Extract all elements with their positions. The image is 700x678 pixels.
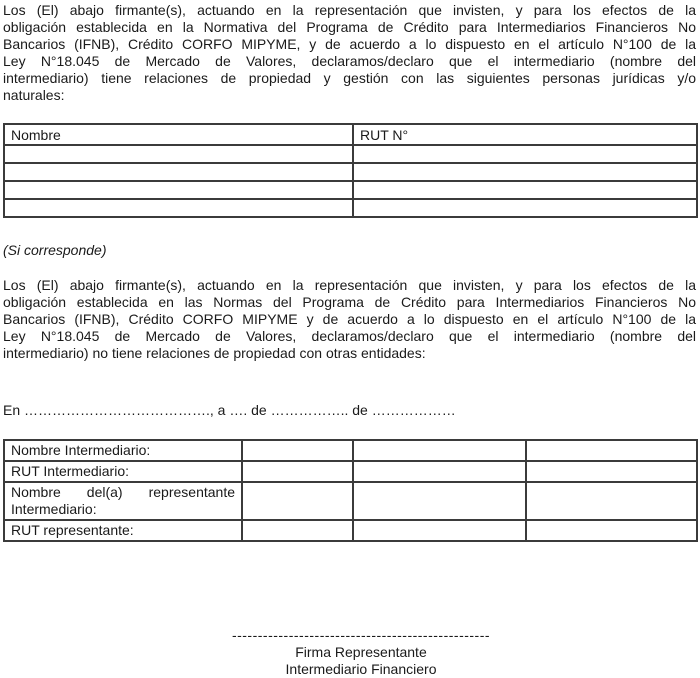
si-corresponde-note: (Si corresponde) [3,242,107,258]
paragraph-line: obligación establecida en la Normativa del Programa de Crédito para Intermediarios Financieros No [3,19,696,35]
paragraph-line: Los (El) abajo firmante(s), actuando en la representación que invisten, y para los efectos de la [3,277,696,293]
entity-rut-cell[interactable] [353,181,697,199]
entity-name-cell[interactable] [4,163,353,181]
value-cell[interactable] [526,440,697,461]
entity-rut-cell[interactable] [353,163,697,181]
entity-name-cell[interactable] [4,145,353,163]
paragraph-line: Bancarios (IFNB), Crédito CORFO MIPYME, y de acuerdo a lo dispuesto en el artículo N°100 de la [3,36,696,52]
paragraph-line: naturales: [3,87,65,103]
paragraph-line: intermediario) no tiene relaciones de propiedad con otras entidades: [3,345,426,361]
intermediary-details-table [3,439,698,542]
signature-role-line-2: Intermediario Financiero [285,661,437,677]
entity-rut-cell[interactable] [353,145,697,163]
value-cell[interactable] [353,520,526,541]
nombre-column-header: Nombre [4,124,353,145]
paragraph-line: Ley N°18.045 de Mercado de Valores, declaramos/declaro que el intermediario (nombre del [3,328,696,344]
entity-rut-cell[interactable] [353,199,697,217]
table-row [4,461,697,482]
row-label-nombre-intermediario: Nombre Intermediario: [4,440,242,461]
place-date-fill-line: En …………………………………., a …. de …………….. de ……………… [3,402,456,418]
value-cell[interactable] [353,482,526,520]
paragraph-line: intermediario) tiene relaciones de propiedad y gestión con las siguientes personas jurídicas y/o [3,70,696,86]
table-row [4,440,697,461]
signature-role-line-1: Firma Representante [295,644,427,660]
value-cell[interactable] [526,482,697,520]
value-cell[interactable] [242,461,353,482]
row-label-rut-intermediario: RUT Intermediario: [4,461,242,482]
signature-block [3,627,696,678]
paragraph-line: Los (El) abajo firmante(s), actuando en la representación que invisten, y para los efectos de la [3,2,696,18]
no-relations-declaration-paragraph [3,277,696,362]
value-cell[interactable] [353,461,526,482]
entity-name-cell[interactable] [4,181,353,199]
row-label-nombre-representante: Nombre del(a) representante Intermediario: [4,482,242,520]
paragraph-line: obligación establecida en las Normas del Programa de Crédito para Intermediarios Financieros No [3,294,696,310]
table-header-row [4,124,697,145]
value-cell[interactable] [242,482,353,520]
entity-name-cell[interactable] [4,199,353,217]
paragraph-line: Ley N°18.045 de Mercado de Valores, declaramos/declaro que el intermediario (nombre del [3,53,696,69]
row-label-rut-representante: RUT representante: [4,520,242,541]
value-cell[interactable] [353,440,526,461]
table-row [4,199,697,217]
table-row [4,520,697,541]
related-persons-table [3,123,698,218]
value-cell[interactable] [242,440,353,461]
value-cell[interactable] [526,461,697,482]
signature-dash-line: -------------------------------------------------- [231,627,491,643]
table-row [4,181,697,199]
intro-declaration-paragraph [3,2,696,104]
paragraph-line: Bancarios (IFNB), Crédito CORFO MIPYME y de acuerdo a lo dispuesto en el artículo N°100 de la [3,311,696,327]
value-cell[interactable] [526,520,697,541]
table-row [4,163,697,181]
value-cell[interactable] [242,520,353,541]
table-row [4,145,697,163]
rut-column-header: RUT N° [353,124,697,145]
table-row [4,482,697,520]
